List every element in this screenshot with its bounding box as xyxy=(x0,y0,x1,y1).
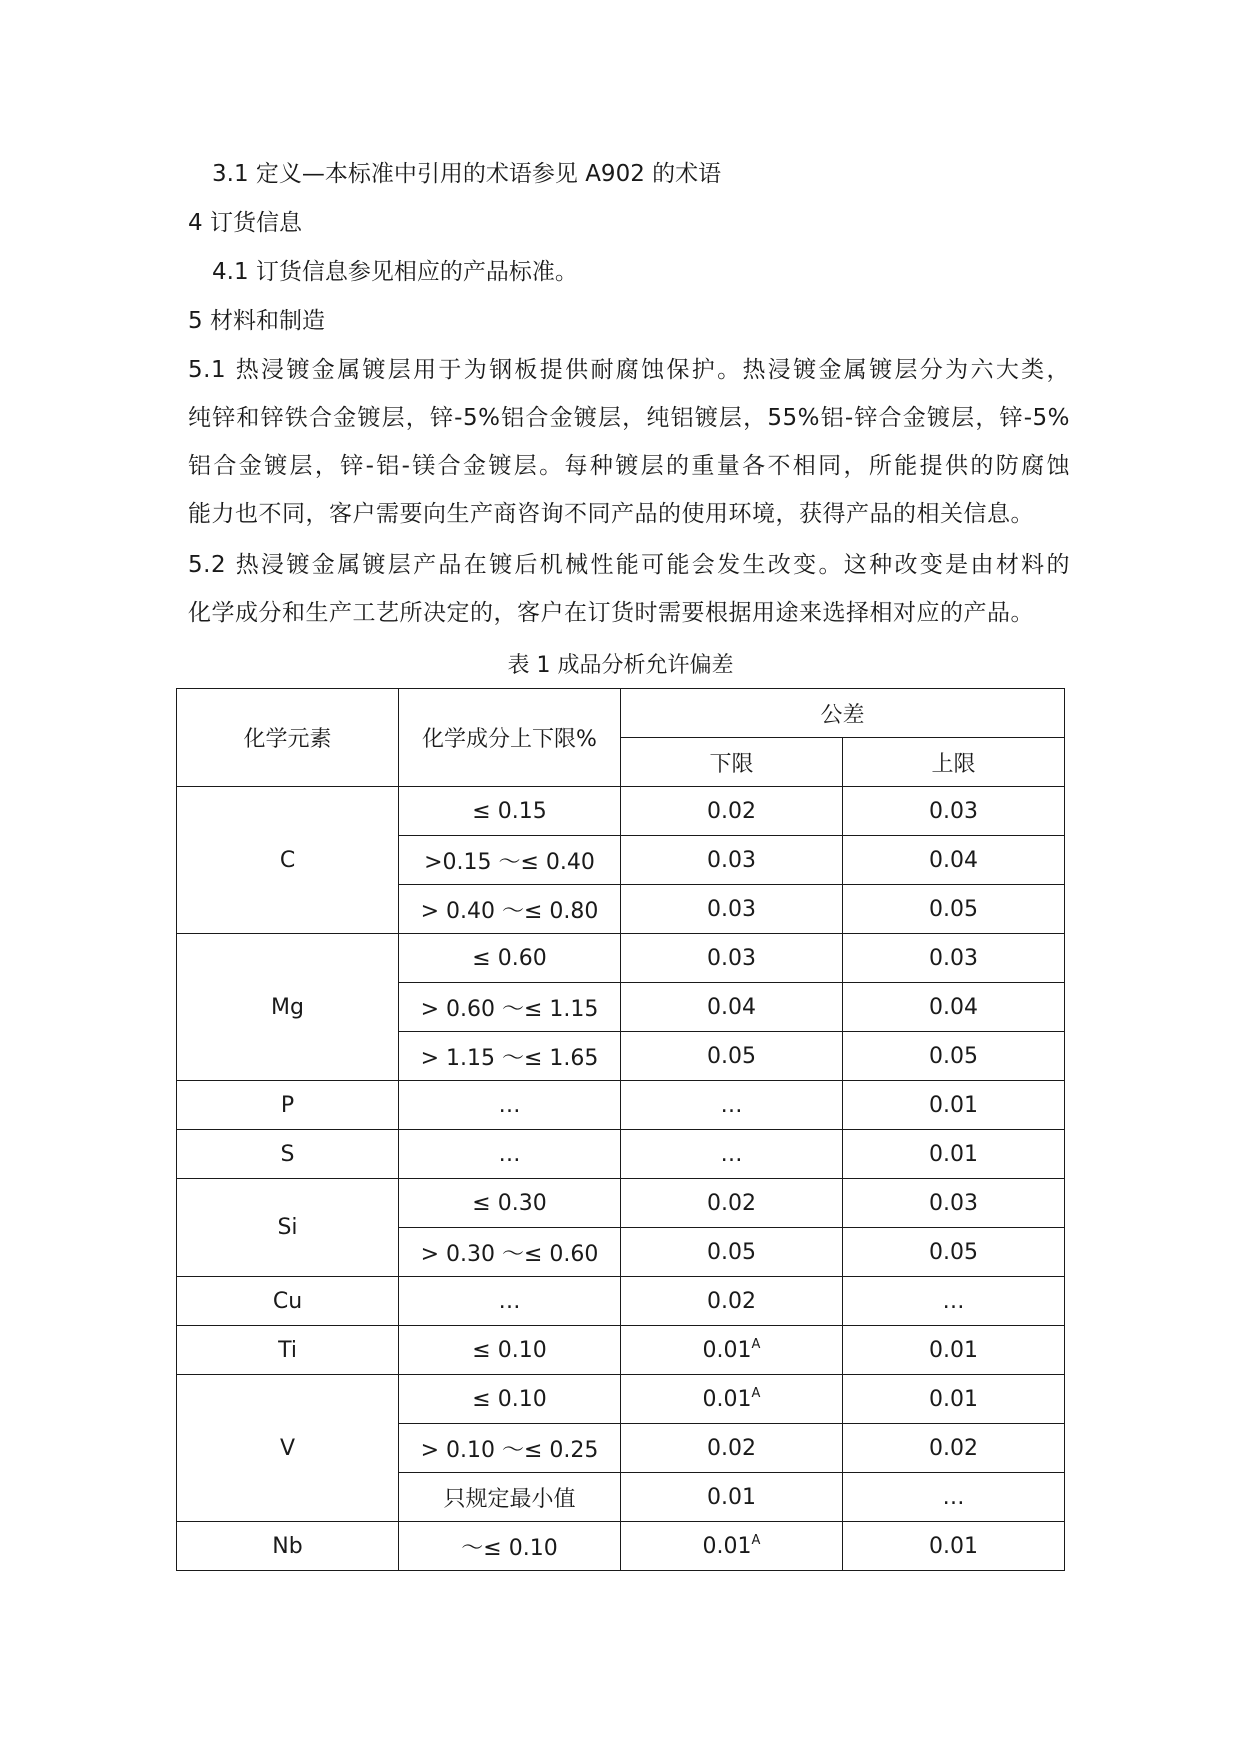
paragraph-5-2 xyxy=(188,541,1070,637)
lower-value: 0.03 xyxy=(707,945,756,971)
element-cell: S xyxy=(177,1130,399,1179)
lower-value: 0.01 xyxy=(702,1386,752,1412)
lower-cell xyxy=(621,1375,843,1424)
element-cell: Cu xyxy=(177,1277,399,1326)
lower-value: 0.01 xyxy=(702,1337,752,1363)
lower-cell xyxy=(621,1473,843,1522)
range-cell: ≤ 0.10 xyxy=(399,1375,621,1424)
range-cell: … xyxy=(399,1277,621,1326)
paragraph-line: 5.1 热浸镀金属镀层用于为钢板提供耐腐蚀保护。热浸镀金属镀层分为六大类， xyxy=(188,357,1070,383)
section-4-1-text: 4.1 订货信息参见相应的产品标准。 xyxy=(212,259,578,285)
upper-cell: 0.01 xyxy=(843,1081,1065,1130)
upper-cell: 0.03 xyxy=(843,1179,1065,1228)
section-5-heading: 5 材料和制造 xyxy=(188,308,325,334)
lower-cell xyxy=(621,1130,843,1179)
section-3-1-heading: 3.1 定义—本标准中引用的术语参见 A902 的术语 xyxy=(212,161,722,187)
range-cell: … xyxy=(399,1130,621,1179)
lower-cell xyxy=(621,885,843,934)
tolerance-table xyxy=(176,688,1065,1571)
lower-cell xyxy=(621,1277,843,1326)
table-row xyxy=(177,1130,1065,1179)
lower-value: 0.05 xyxy=(707,1239,756,1265)
lower-cell xyxy=(621,1032,843,1081)
upper-cell: 0.04 xyxy=(843,983,1065,1032)
range-cell: > 0.60 ～≤ 1.15 xyxy=(399,983,621,1032)
range-cell: … xyxy=(399,1081,621,1130)
range-cell: ≤ 0.60 xyxy=(399,934,621,983)
footnote-marker: A xyxy=(751,1532,761,1548)
table-row xyxy=(177,1375,1065,1424)
upper-cell: 0.02 xyxy=(843,1424,1065,1473)
table-row xyxy=(177,1179,1065,1228)
lower-cell xyxy=(621,1081,843,1130)
paragraph-line: 铝合金镀层，锌-铝-镁合金镀层。每种镀层的重量各不相同，所能提供的防腐蚀 xyxy=(188,453,1070,479)
lower-cell xyxy=(621,787,843,836)
range-cell: > 1.15 ～≤ 1.65 xyxy=(399,1032,621,1081)
paragraph-line: 5.2 热浸镀金属镀层产品在镀后机械性能可能会发生改变。这种改变是由材料的 xyxy=(188,552,1070,578)
table-row xyxy=(177,787,1065,836)
paragraph-line: 化学成分和生产工艺所决定的，客户在订货时需要根据用途来选择相对应的产品。 xyxy=(188,600,1034,626)
lower-value: 0.03 xyxy=(707,896,756,922)
footnote-marker: A xyxy=(751,1336,761,1352)
lower-value: 0.02 xyxy=(707,1435,756,1461)
upper-cell: 0.05 xyxy=(843,885,1065,934)
element-cell: C xyxy=(177,787,399,934)
element-cell: Nb xyxy=(177,1522,399,1571)
table-row xyxy=(177,934,1065,983)
paragraph-5-1 xyxy=(188,346,1070,538)
range-cell: ≤ 0.15 xyxy=(399,787,621,836)
section-4-heading: 4 订货信息 xyxy=(188,210,302,236)
footnote-marker: A xyxy=(751,1385,761,1401)
lower-value: … xyxy=(720,1141,743,1167)
range-cell: 只规定最小值 xyxy=(399,1473,621,1522)
lower-cell xyxy=(621,836,843,885)
range-cell: ≤ 0.10 xyxy=(399,1326,621,1375)
table-row xyxy=(177,1081,1065,1130)
table-row xyxy=(177,1326,1065,1375)
range-cell: > 0.40 ～≤ 0.80 xyxy=(399,885,621,934)
upper-cell: 0.01 xyxy=(843,1130,1065,1179)
upper-cell: 0.03 xyxy=(843,787,1065,836)
lower-value: 0.01 xyxy=(702,1533,752,1559)
lower-cell xyxy=(621,1326,843,1375)
lower-value: 0.05 xyxy=(707,1043,756,1069)
header-range: 化学成分上下限% xyxy=(399,689,621,787)
table-caption: 表 1 成品分析允许偏差 xyxy=(507,653,734,678)
upper-cell: 0.05 xyxy=(843,1228,1065,1277)
lower-cell xyxy=(621,983,843,1032)
lower-cell xyxy=(621,1522,843,1571)
range-cell: >0.15 ～≤ 0.40 xyxy=(399,836,621,885)
element-cell: Si xyxy=(177,1179,399,1277)
upper-cell: 0.03 xyxy=(843,934,1065,983)
header-element: 化学元素 xyxy=(177,689,399,787)
table-row xyxy=(177,1522,1065,1571)
lower-cell xyxy=(621,1424,843,1473)
lower-value: … xyxy=(720,1092,743,1118)
lower-value: 0.02 xyxy=(707,798,756,824)
upper-cell: 0.01 xyxy=(843,1375,1065,1424)
element-cell: Ti xyxy=(177,1326,399,1375)
range-cell: > 0.10 ～≤ 0.25 xyxy=(399,1424,621,1473)
range-cell: ～≤ 0.10 xyxy=(399,1522,621,1571)
header-tolerance: 公差 xyxy=(621,689,1065,738)
paragraph-line: 能力也不同，客户需要向生产商咨询不同产品的使用环境，获得产品的相关信息。 xyxy=(188,501,1034,527)
element-cell: P xyxy=(177,1081,399,1130)
upper-cell: 0.01 xyxy=(843,1522,1065,1571)
range-cell: ≤ 0.30 xyxy=(399,1179,621,1228)
table-header-row xyxy=(177,689,1065,738)
lower-value: 0.01 xyxy=(707,1484,756,1510)
lower-value: 0.02 xyxy=(707,1288,756,1314)
header-lower: 下限 xyxy=(621,738,843,787)
element-cell: V xyxy=(177,1375,399,1522)
lower-cell xyxy=(621,934,843,983)
lower-value: 0.03 xyxy=(707,847,756,873)
upper-cell: 0.04 xyxy=(843,836,1065,885)
lower-cell xyxy=(621,1179,843,1228)
lower-value: 0.02 xyxy=(707,1190,756,1216)
upper-cell: 0.01 xyxy=(843,1326,1065,1375)
range-cell: > 0.30 ～≤ 0.60 xyxy=(399,1228,621,1277)
lower-value: 0.04 xyxy=(707,994,756,1020)
table-row xyxy=(177,1277,1065,1326)
header-upper: 上限 xyxy=(843,738,1065,787)
upper-cell: … xyxy=(843,1277,1065,1326)
lower-cell xyxy=(621,1228,843,1277)
upper-cell: … xyxy=(843,1473,1065,1522)
element-cell: Mg xyxy=(177,934,399,1081)
paragraph-line: 纯锌和锌铁合金镀层，锌-5%铝合金镀层，纯铝镀层，55%铝-锌合金镀层，锌-5% xyxy=(188,405,1070,431)
upper-cell: 0.05 xyxy=(843,1032,1065,1081)
